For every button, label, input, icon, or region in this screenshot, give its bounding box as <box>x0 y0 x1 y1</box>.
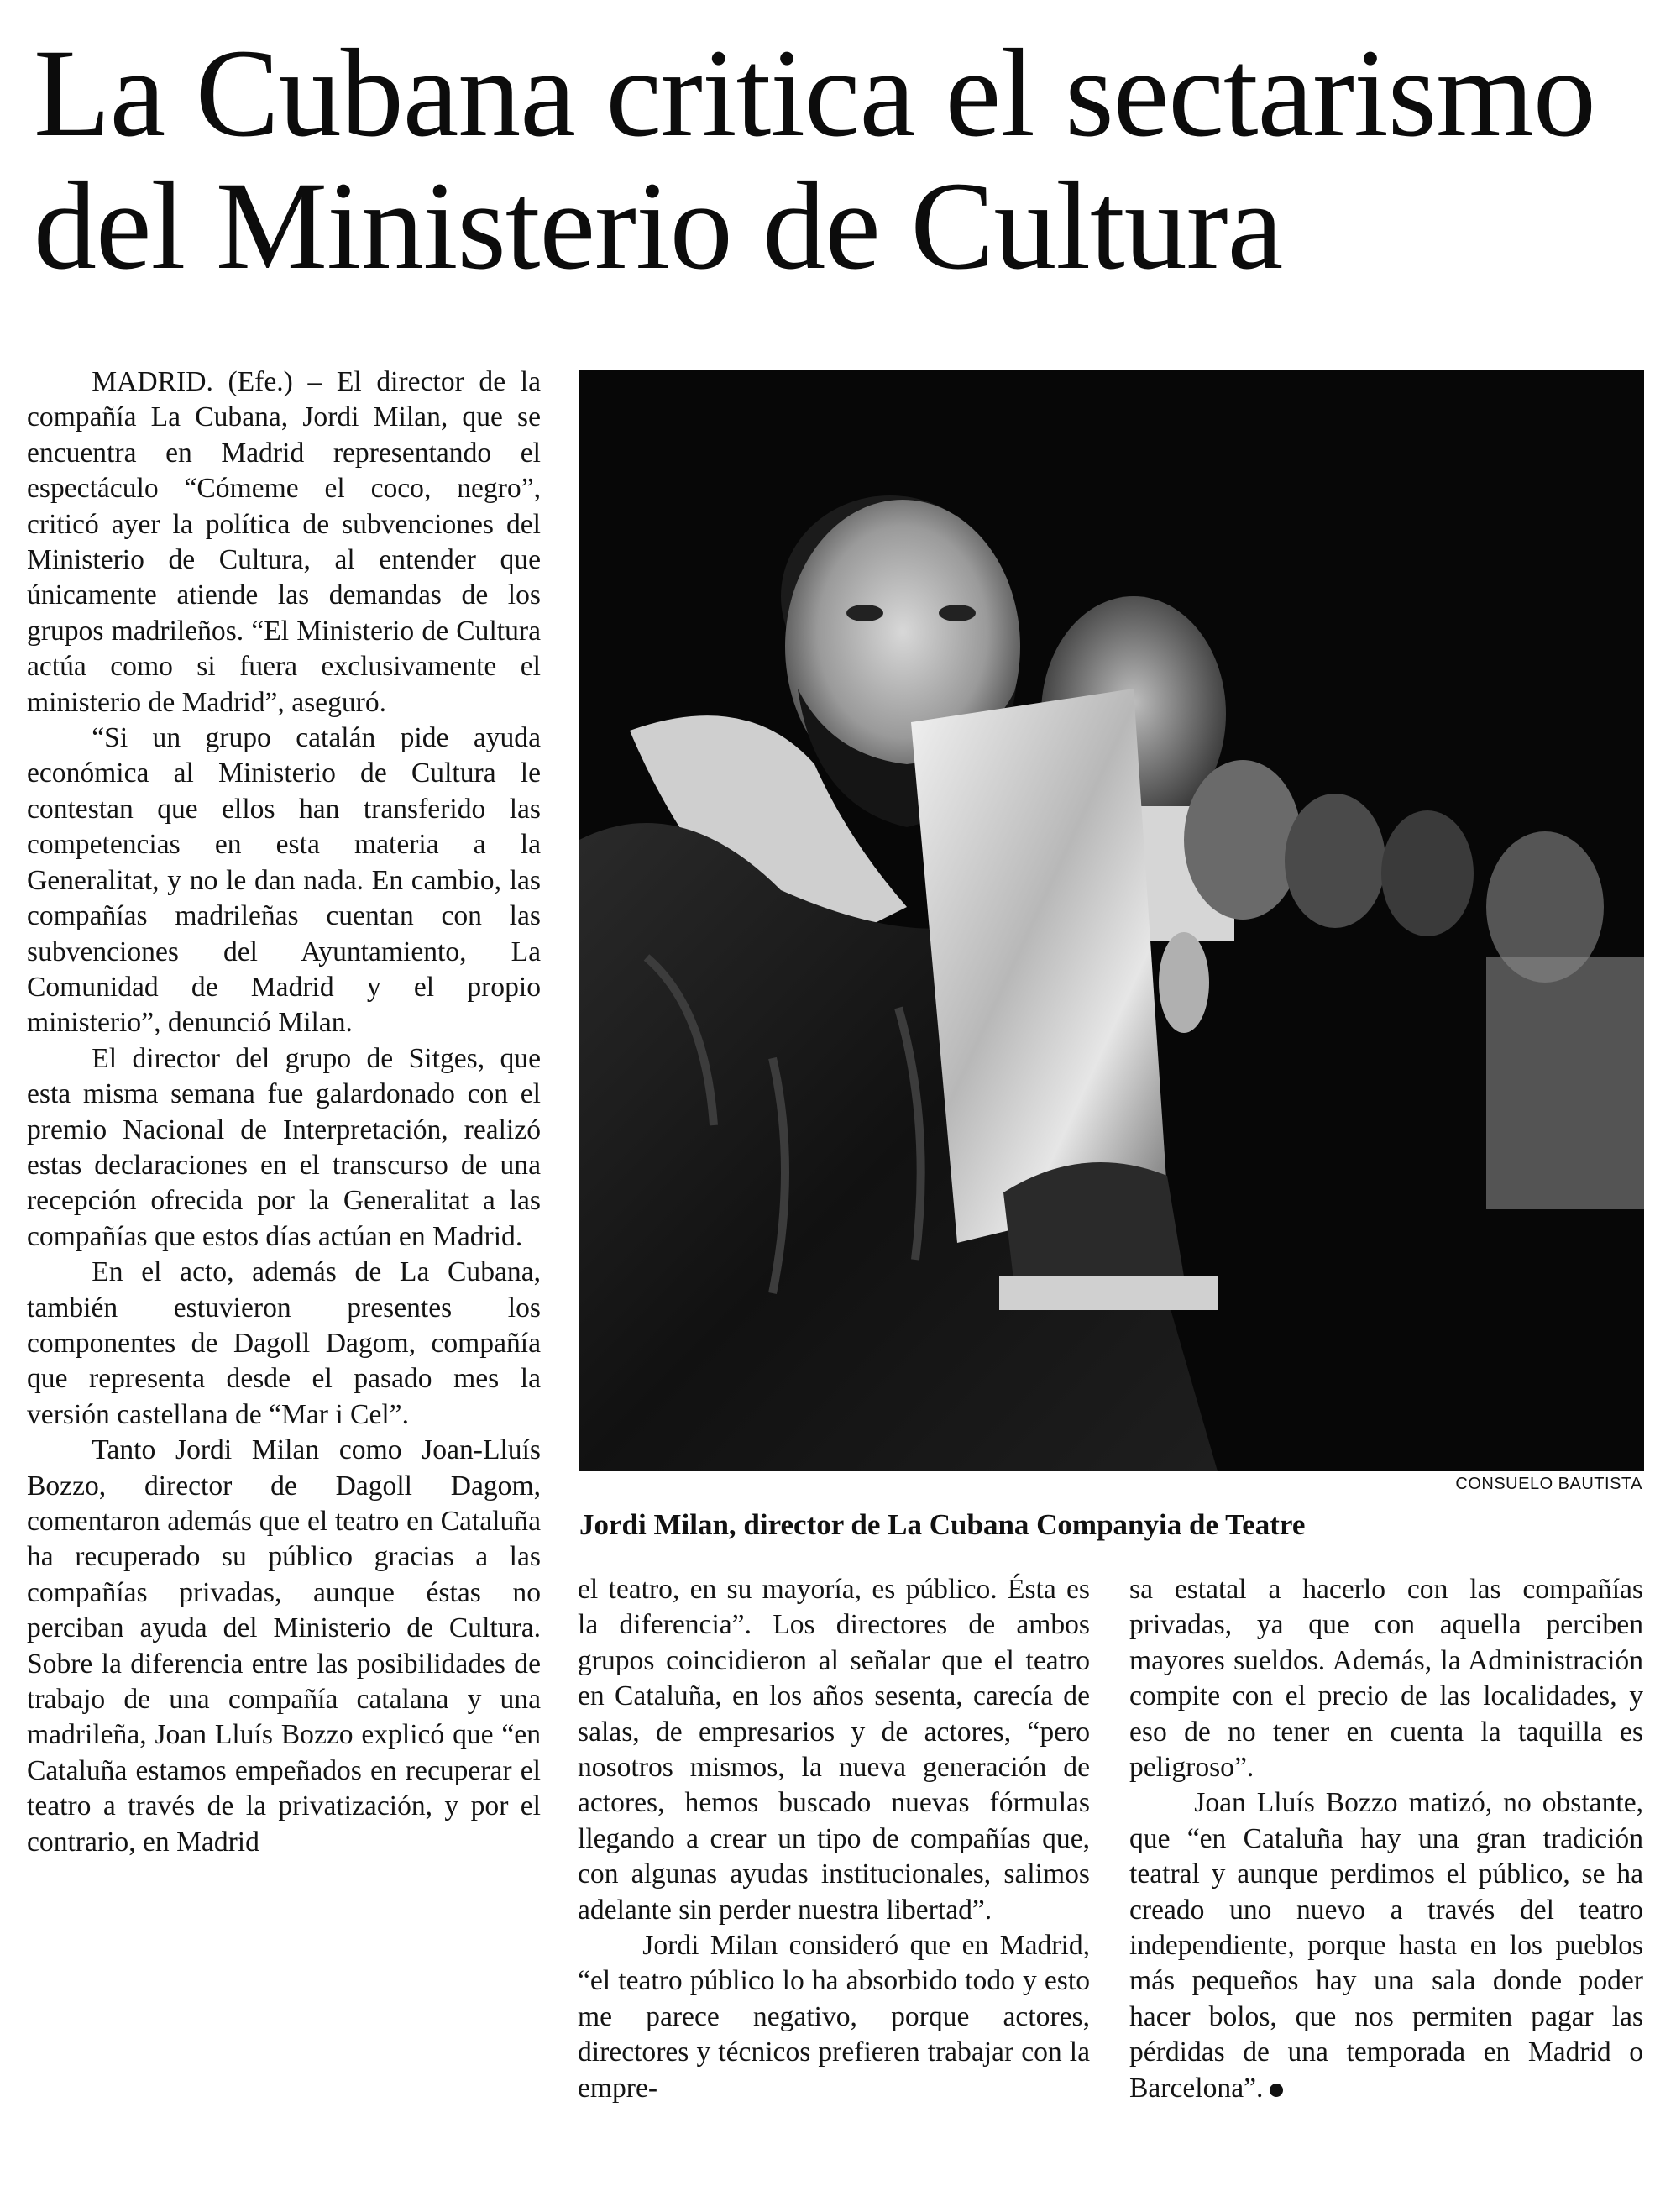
paragraph: Jordi Milan consideró que en Madrid, “el teatro público lo ha absorbido todo y esto me parece negativo, porque actores, directores y técnicos prefieren trabajar con la empre- <box>578 1930 1090 2104</box>
paragraph: En el acto, además de La Cubana, también estuvieron presentes los componentes de Dagoll Dagom, compañía que representa desde el pasado mes la versión castellana de “Mar i Cel”. <box>27 1256 541 1430</box>
paragraph <box>1129 1785 1643 2106</box>
article-column-middle <box>578 1572 1090 2106</box>
paragraph: “Si un grupo catalán pide ayuda económica al Ministerio de Cultura le contestan que ellos han transferido las competencias en esta materia a la Generalitat, y no le dan nada. En cambio, las compañías madrileñas cuentan con las subvenciones del Ayuntamiento, La Comunidad de Madrid y el propio ministerio”, denunció Milan. <box>27 722 541 1039</box>
photo-credit: CONSUELO BAUTISTA <box>1455 1475 1642 1493</box>
headline <box>34 24 1629 296</box>
photo-illustration <box>579 370 1644 1471</box>
headline-line-2: del Ministerio de Cultura <box>34 156 1283 296</box>
paragraph-text: Joan Lluís Bozzo matizó, no obstante, que “en Cataluña hay una gran tradición teatral y aunque perdimos el público, se ha creado uno nuevo a través del teatro independiente, porque hasta en los pueblos más pequeños hay una sala donde poder hacer bolos, que nos permiten pagar las pérdidas de una temporada en Madrid o Barcelona”. <box>1129 1787 1643 2104</box>
headline-line-1: La Cubana critica el sectarismo <box>34 24 1595 163</box>
paragraph: MADRID. (Efe.) – El director de la compañía La Cubana, Jordi Milan, que se encuentra en Madrid representando el espectáculo “Cómeme el coco, negro”, criticó ayer la política de subvenciones del Ministerio de Cultura, al entender que únicamente atiende las demandas de los grupos madrileños. “El Ministerio de Cultura actúa como si fuera exclusivamente el ministerio de Madrid”, aseguró. <box>27 366 541 718</box>
end-mark-icon <box>1270 2084 1283 2097</box>
news-photo <box>579 370 1644 1471</box>
paragraph: sa estatal a hacerlo con las compañías privadas, ya que con aquella perciben mayores sueldos. Además, la Administración compite con el precio de las localidades, y eso de no tener en cuenta la taquilla es peligroso”. <box>1129 1574 1643 1784</box>
article-column-left <box>27 364 541 1860</box>
photo-caption: Jordi Milan, director de La Cubana Companyia de Teatre <box>579 1508 1306 1541</box>
paragraph: el teatro, en su mayoría, es público. Ésta es la diferencia”. Los directores de ambos grupos coincidieron al señalar que el teatro en Cataluña, en los años sesenta, carecía de salas, de empresarios y de actores, “pero nosotros mismos, la nueva generación de actores, hemos buscado nuevas fórmulas llegando a crear un tipo de compañías que, con algunas ayudas institucionales, salimos adelante sin perder nuestra libertad”. <box>578 1574 1090 1926</box>
article-column-right <box>1129 1572 1643 2106</box>
paragraph: El director del grupo de Sitges, que esta misma semana fue galardonado con el premio Nacional de Interpretación, realizó estas declaraciones en el transcurso de una recepción ofrecida por la Generalitat a las compañías que estos días actúan en Madrid. <box>27 1042 541 1252</box>
paragraph: Tanto Jordi Milan como Joan-Lluís Bozzo, director de Dagoll Dagom, comentaron además que el teatro en Cataluña ha recuperado su público gracias a las compañías privadas, aunque éstas no perciban ayuda del Ministerio de Cultura. Sobre la diferencia entre las posibilidades de trabajo de una compañía catalana y una madrileña, Joan Lluís Bozzo explicó que “en Cataluña estamos empeñados en recuperar el teatro a través de la privatización, y por el contrario, en Madrid <box>27 1434 541 1858</box>
